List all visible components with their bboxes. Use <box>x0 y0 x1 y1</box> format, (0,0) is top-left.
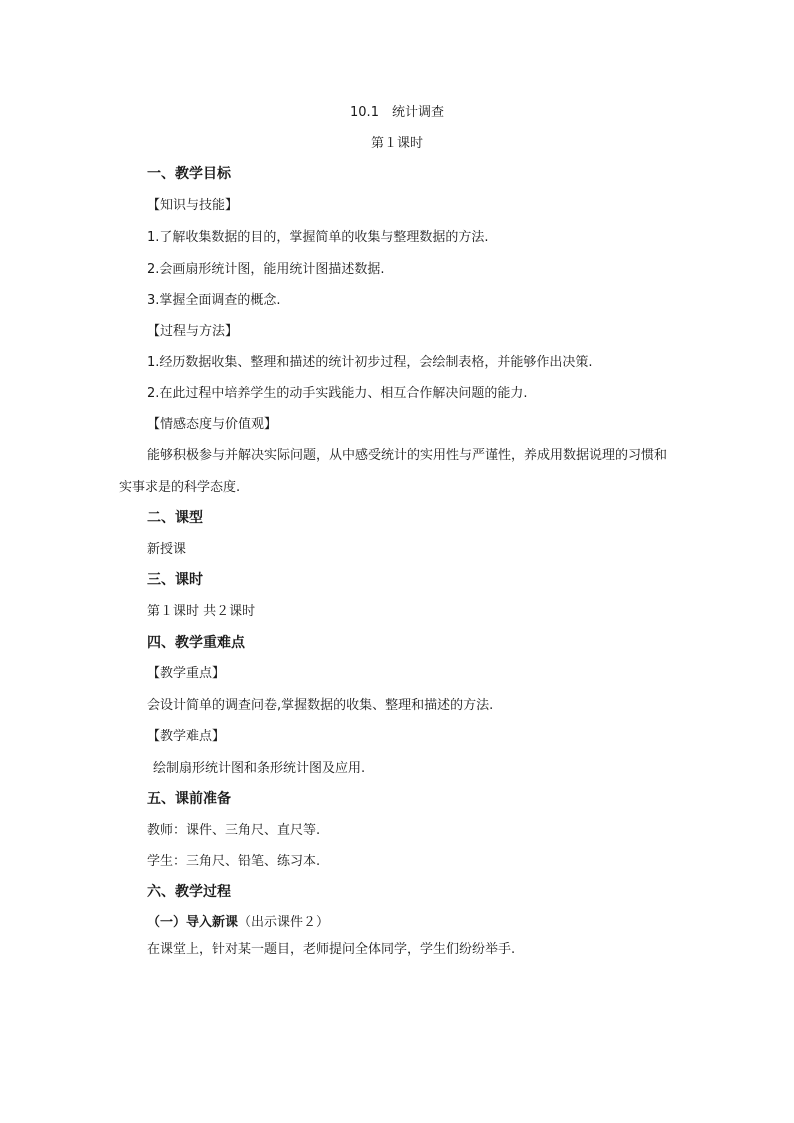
intro-note: （出示课件２） <box>238 915 330 930</box>
intro-heading <box>147 915 329 931</box>
knowledge-item-2: 2.会画扇形统计图，能用统计图描述数据. <box>147 262 385 277</box>
process-item-1: 1.经历数据收集、整理和描述的统计初步过程，会绘制表格，并能够作出决策. <box>147 355 593 370</box>
intro-bold-label: （一）导入新课 <box>147 915 239 930</box>
section-heading-process: 六、教学过程 <box>147 884 231 900</box>
section-heading-preparation: 五、课前准备 <box>147 791 231 807</box>
difficulty-text: 绘制扇形统计图和条形统计图及应用. <box>153 761 366 776</box>
knowledge-item-1: 1.了解收集数据的目的，掌握简单的收集与整理数据的方法. <box>147 230 489 245</box>
subheading-knowledge: 【知识与技能】 <box>147 198 239 213</box>
subheading-process: 【过程与方法】 <box>147 324 239 339</box>
teacher-preparation: 教师：课件、三角尺、直尺等. <box>147 823 321 838</box>
lesson-type-text: 新授课 <box>147 542 187 557</box>
subheading-difficulty: 【教学难点】 <box>147 729 226 744</box>
section-heading-lesson-type: 二、课型 <box>147 510 203 526</box>
document-title: 10.1 统计调查 <box>350 105 444 120</box>
periods-text: 第１课时 共２课时 <box>147 604 256 619</box>
section-heading-key-points: 四、教学重难点 <box>147 635 245 651</box>
emotion-paragraph: 能够积极参与并解决实际问题，从中感受统计的实用性与严谨性，养成用数据说理的习惯和实事求是的科学态度. <box>119 448 668 495</box>
intro-text: 在课堂上，针对某一题目，老师提问全体同学，学生们纷纷举手. <box>147 942 516 957</box>
key-text: 会设计简单的调查问卷,掌握数据的收集、整理和描述的方法. <box>147 698 494 713</box>
process-item-2: 2.在此过程中培养学生的动手实践能力、相互合作解决问题的能力. <box>147 386 528 401</box>
document-subtitle: 第１课时 <box>370 136 423 151</box>
knowledge-item-3: 3.掌握全面调查的概念. <box>147 293 281 308</box>
subheading-emotion: 【情感态度与价值观】 <box>147 417 278 432</box>
section-heading-objectives: 一、教学目标 <box>147 166 231 182</box>
student-preparation: 学生：三角尺、铅笔、练习本. <box>147 854 321 869</box>
section-heading-periods: 三、课时 <box>147 572 203 588</box>
subheading-key: 【教学重点】 <box>147 666 226 681</box>
